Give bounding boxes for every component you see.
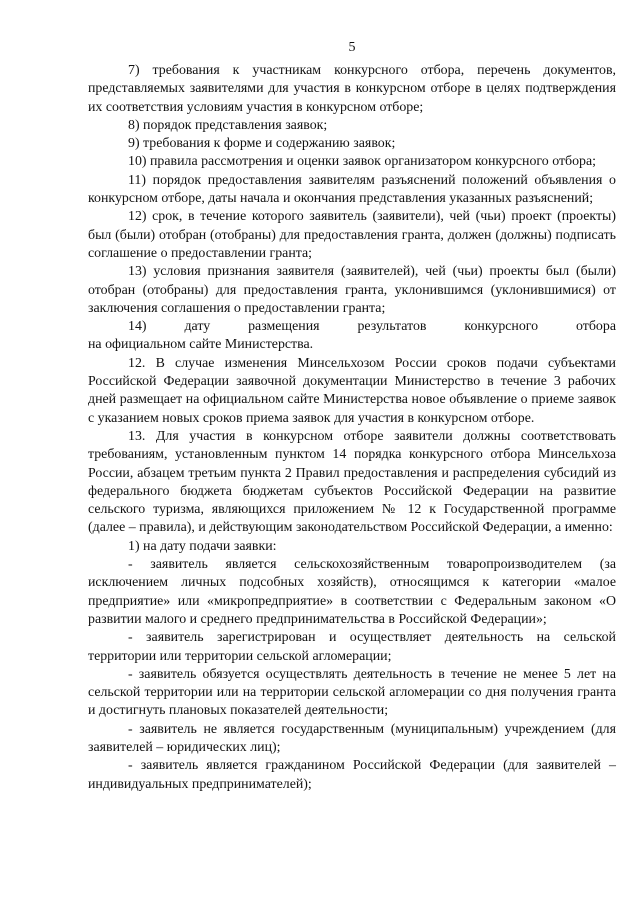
page-number: 5 [348,40,356,55]
paragraph: - заявитель обязуется осуществлять деятельность в течение не менее 5 лет на сельской территории или на территории сельской агломерации со дня получения гранта и достигнуть плановых показателей деятельности; [88,666,616,719]
paragraph: - заявитель не является государственным (муниципальным) учреждением (для заявителей – юридических лиц); [88,721,616,755]
paragraph: - заявитель зарегистрирован и осуществляет деятельность на сельской территории или территории сельской агломерации; [88,630,616,664]
paragraph: 13. Для участия в конкурсном отборе заявители должны соответствовать требованиям, установленным пунктом 14 порядка конкурсного отбора Минсельхоза России, абзацем третьим пункта 2 Правил предоставления и распределения субсидий из федерального бюджета бюджетам субъектов Российской Федерации на развитие сельского туризма, являющихся приложением № 12 к Государственной программе (далее – правила), и действующим законодательством Российской Федерации, а именно: [88,428,616,536]
paragraph: 12. В случае изменения Минсельхозом России сроков подачи субъектами Российской Федерации заявочной документации Министерство в течение 3 рабочих дней размещает на официальном сайте Министерства новое объявление о приеме заявок с указанием новых сроков приема заявок для участия в конкурсном отборе. [88,355,616,426]
document-body [88,62,616,794]
paragraph: на официальном сайте Министерства. [88,337,314,353]
paragraph: 12) срок, в течение которого заявитель (заявители), чей (чьи) проект (проекты) был (были) отобран (отобраны) для предоставления гранта, должен (должны) подписать соглашение о предоставлении гранта; [88,209,616,261]
paragraph: 7) требования к участникам конкурсного отбора, перечень документов, представляемых заявителями для участия в конкурсном отборе в целях подтверждения их соответствия условиям участия в конкурсном отборе; [88,63,616,115]
paragraph: 9) требования к форме и содержанию заявок; [128,136,396,152]
paragraph: 1) на дату подачи заявки: [128,538,277,554]
paragraph: 10) правила рассмотрения и оценки заявок организатором конкурсного отбора; [128,154,597,170]
paragraph: 11) порядок предоставления заявителям разъяснений положений объявления о конкурсном отборе, даты начала и окончания представления указанных разъяснений; [88,172,616,207]
paragraph: 13) условия признания заявителя (заявителей), чей (чьи) проекты был (были) отобран (отобраны) для предоставления гранта, уклонившимся (уклонившимися) от заключения соглашения о предоставлении гранта; [88,264,616,316]
paragraph: 14) дату размещения результатов конкурсного отбора [128,319,616,335]
paragraph: - заявитель является сельскохозяйственным товаропроизводителем (за исключением личных подсобных хозяйств), относящимся к категории «малое предприятие» или «микропредприятие» в соответствии с Федеральным законом «О развитии малого и среднего предпринимательства в Российской Федерации»; [88,557,616,627]
paragraph: 8) порядок представления заявок; [128,117,328,133]
paragraph: - заявитель является гражданином Российской Федерации (для заявителей – индивидуальных предпринимателей); [88,758,616,792]
